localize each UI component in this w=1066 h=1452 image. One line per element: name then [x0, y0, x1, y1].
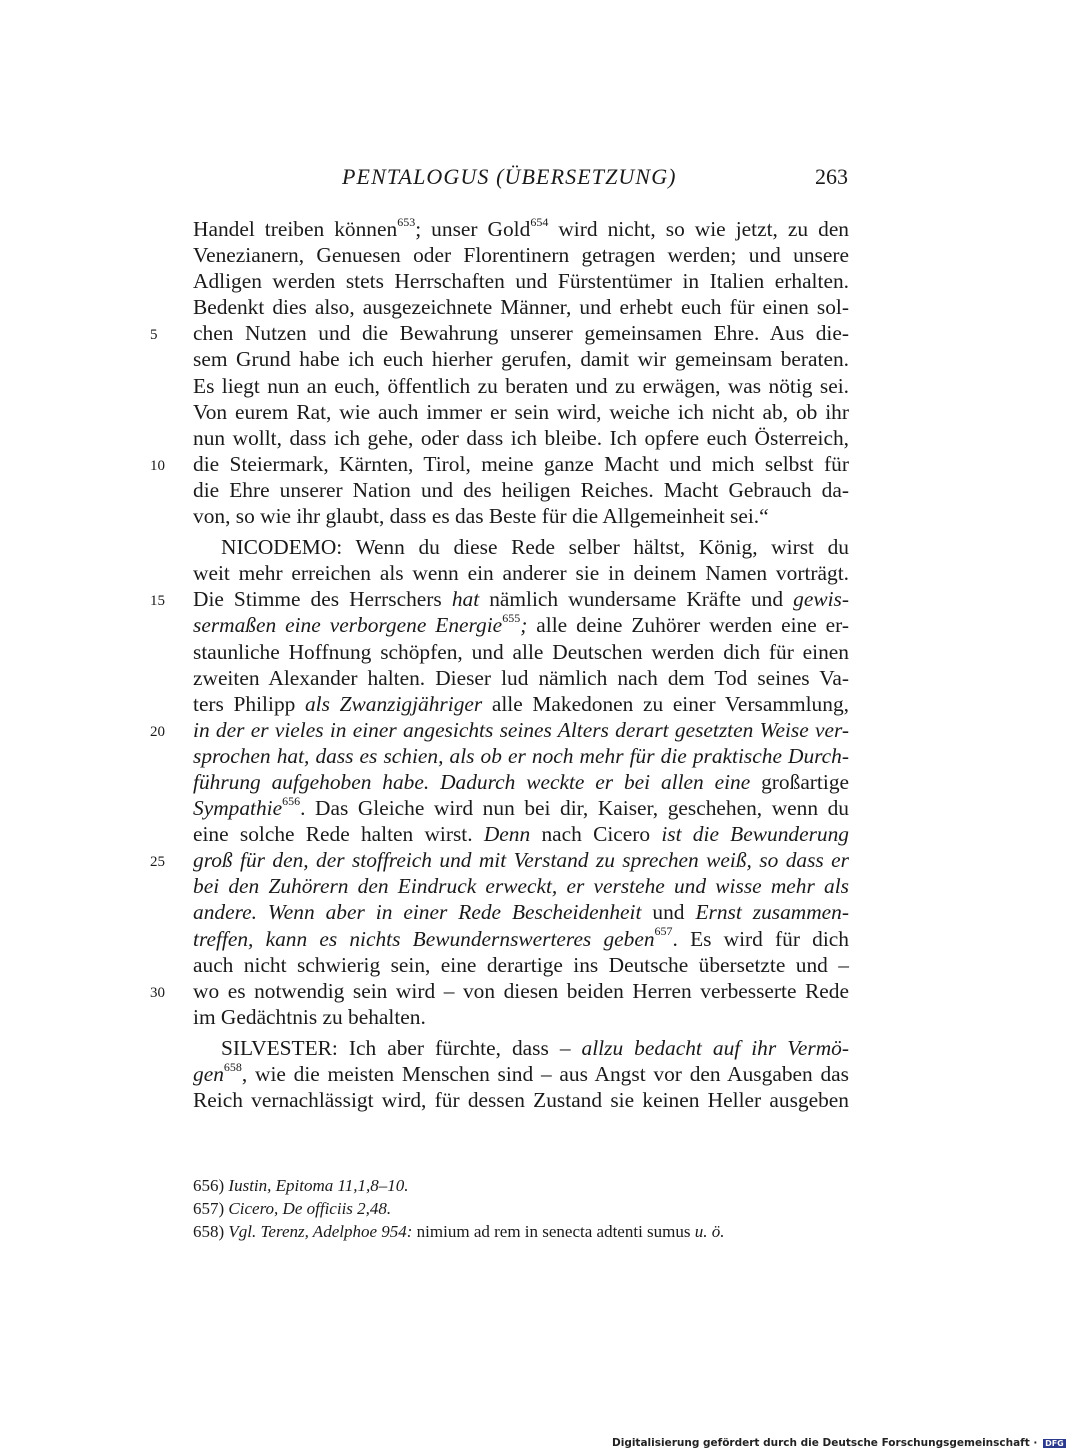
text-line: [193, 1004, 849, 1030]
text-run: Venezianern, Genuesen oder Florentinern getragen werden; und unsere: [193, 243, 849, 268]
italic-text: Cicero, De officiis 2,48.: [228, 1199, 392, 1218]
line-number: 30: [150, 984, 165, 1001]
footnotes: [193, 1174, 849, 1243]
text-line: [193, 952, 849, 978]
text-run: im Gedächtnis zu behalten.: [193, 1004, 426, 1029]
text-run: 656): [193, 1176, 229, 1195]
text-run: nämlich wundersame Kräfte und: [479, 587, 794, 612]
text-line: [193, 1061, 849, 1087]
text-run: nimium ad rem in senecta adtenti sumus: [412, 1222, 695, 1241]
italic-text: treffen, kann es nichts Bewundernswerteres geben: [193, 926, 655, 951]
text-run: Die Stimme des Herrschers: [193, 587, 452, 612]
text-run: SILVESTER: Ich aber fürchte, dass –: [221, 1035, 582, 1060]
footnote-ref: 653: [397, 214, 416, 229]
text-run: staunliche Hoffnung schöpfen, und alle Deutschen werden dich für einen: [193, 639, 849, 664]
italic-text: sermaßen eine verborgene Energie: [193, 613, 503, 638]
text-line: [193, 1035, 849, 1061]
text-run: und: [641, 900, 696, 925]
footnote-ref: 658: [223, 1059, 242, 1074]
text-line: [193, 294, 849, 320]
digitization-credit: [612, 1437, 1066, 1449]
text-line: [193, 242, 849, 268]
italic-text: in der er vieles in einer angesichts seines Alters derart gesetzten Weise ver-: [193, 717, 849, 742]
text-line: [193, 425, 849, 451]
text-run: chen Nutzen und die Bewahrung unserer gemeinsamen Ehre. Aus die-: [193, 321, 849, 346]
italic-text: führung aufgehoben habe. Dadurch weckte er bei allen eine: [193, 769, 751, 794]
text-line: [193, 216, 849, 242]
footnote: [193, 1174, 849, 1197]
text-line: [193, 612, 849, 638]
italic-text: ;: [520, 613, 528, 638]
footnote-ref: 657: [654, 924, 673, 939]
italic-text: ist die Bewunderung: [661, 822, 849, 847]
italic-text: als Zwanzigjähriger: [304, 691, 483, 716]
text-run: Bedenkt dies also, ausgezeichnete Männer, und erhebt euch für einen sol-: [193, 295, 849, 320]
text-line: [193, 743, 849, 769]
text-line: [193, 503, 849, 529]
footnote-ref: 655: [502, 611, 521, 626]
text-run: Von eurem Rat, wie auch immer er sein wird, weiche ich nicht ab, ob ihr: [193, 399, 849, 424]
text-line: [150, 847, 849, 873]
text-run: , wie die meisten Menschen sind – aus Angst vor den Ausgaben das: [241, 1062, 849, 1086]
text-run: Es liegt nun an euch, öffentlich zu beraten und zu erwägen, was nötig sei.: [193, 373, 849, 398]
italic-text: groß für den, der stoffreich und mit Verstand zu sprechen weiß, so dass er: [193, 848, 849, 873]
text-run: großartige: [750, 769, 850, 794]
dfg-logo: DFG: [1045, 1438, 1064, 1448]
text-run: weit mehr erreichen als wenn ein anderer sie in deinem Namen vorträgt.: [193, 561, 849, 586]
text-run: nun wollt, dass ich gehe, oder dass ich bleibe. Ich opfere euch Österreich,: [193, 425, 849, 450]
italic-text: Ernst zusammen-: [695, 900, 849, 925]
text-run: . Es wird für dich: [672, 926, 850, 951]
italic-text: andere. Wenn aber in einer Rede Bescheidenheit: [193, 900, 642, 925]
footnote-ref: 654: [530, 214, 549, 229]
text-run: zweiten Alexander halten. Dieser lud nämlich nach dem Tod seines Va-: [193, 665, 849, 690]
text-line: [193, 691, 849, 717]
italic-text: allzu bedacht auf ihr Vermö-: [581, 1035, 850, 1060]
text-run: die Ehre unserer Nation und des heiligen Reiches. Macht Gebrauch da-: [193, 477, 849, 502]
text-line: [150, 451, 849, 477]
text-run: Handel treiben können: [193, 217, 398, 241]
text-run: die Steiermark, Kärnten, Tirol, meine ganze Macht und mich selbst für: [193, 451, 849, 476]
text-run: ; unser Gold: [415, 217, 531, 241]
text-line: [193, 373, 849, 399]
footnote: [193, 1197, 849, 1220]
line-number: 25: [150, 854, 165, 871]
text-line: [193, 560, 849, 586]
text-line: [150, 586, 849, 612]
italic-text: sprochen hat, dass es schien, als ob er noch mehr für die praktische Durch-: [193, 743, 849, 768]
italic-text: Denn: [483, 822, 531, 847]
text-line: [193, 346, 849, 372]
credit-text: Digitalisierung gefördert durch die Deutsche Forschungsgemeinschaft ·: [612, 1437, 1038, 1449]
main-text: [150, 214, 850, 1113]
running-title: PENTALOGUS (ÜBERSETZUNG): [342, 164, 677, 189]
text-line: [193, 873, 849, 899]
text-line: [193, 769, 849, 795]
text-run: 657): [193, 1199, 229, 1218]
text-run: 658): [193, 1222, 229, 1241]
line-number: 10: [150, 457, 165, 474]
text-run: Reich vernachlässigt wird, für dessen Zustand sie keinen Heller ausgeben: [193, 1088, 849, 1113]
text-line: [193, 534, 849, 560]
line-number: 15: [150, 593, 165, 610]
text-line: [193, 795, 849, 821]
text-line: [193, 665, 849, 691]
text-run: wo es notwendig sein wird – von diesen beiden Herren verbesserte Rede: [193, 978, 849, 1003]
italic-text: hat: [451, 587, 480, 612]
text-run: nach Cicero: [530, 822, 662, 847]
italic-text: bei den Zuhörern den Eindruck erweckt, er verstehe und wisse mehr als: [193, 874, 849, 899]
text-run: alle Makedonen zu einer Versammlung,: [482, 691, 849, 716]
footnote-ref: 656: [282, 793, 301, 808]
italic-text: gen: [193, 1062, 224, 1086]
line-number: 5: [150, 327, 158, 344]
text-line: [193, 477, 849, 503]
italic-text: Vgl. Terenz, Adelphoe 954:: [228, 1222, 413, 1241]
text-line: [150, 320, 849, 346]
text-run: von, so wie ihr glaubt, dass es das Beste für die Allgemeinheit sei.“: [193, 504, 769, 529]
text-line: [193, 821, 849, 847]
text-run: wird nicht, so wie jetzt, zu den: [548, 217, 850, 241]
text-line: [193, 926, 849, 952]
text-line: [193, 1087, 849, 1113]
text-line: [150, 978, 849, 1004]
italic-text: gewis-: [793, 587, 849, 612]
text-line: [193, 899, 849, 925]
page-number: 263: [815, 164, 848, 189]
footnote: [193, 1220, 849, 1243]
text-run: ters Philipp: [193, 691, 305, 716]
italic-text: Sympathie: [193, 796, 283, 821]
text-run: alle deine Zuhörer werden eine er-: [527, 613, 849, 638]
text-line: [193, 639, 849, 665]
text-run: NICODEMO: Wenn du diese Rede selber hältst, König, wirst du: [221, 535, 849, 560]
text-run: Adligen werden stets Herrschaften und Fürstentümer in Italien erhalten.: [193, 269, 849, 294]
line-number: 20: [150, 723, 165, 740]
text-line: [150, 717, 849, 743]
italic-text: u. ö.: [694, 1222, 725, 1241]
text-line: [193, 399, 849, 425]
italic-text: Iustin, Epitoma 11,1,8–10.: [228, 1176, 409, 1195]
text-line: [193, 268, 849, 294]
text-run: auch nicht schwierig sein, eine derartige ins Deutsche übersetzte und –: [193, 952, 849, 977]
text-run: . Das Gleiche wird nun bei dir, Kaiser, geschehen, wenn du: [300, 796, 849, 821]
text-run: sem Grund habe ich euch hierher gerufen, damit wir gemeinsam beraten.: [193, 347, 849, 372]
text-run: eine solche Rede halten wirst.: [193, 822, 484, 847]
